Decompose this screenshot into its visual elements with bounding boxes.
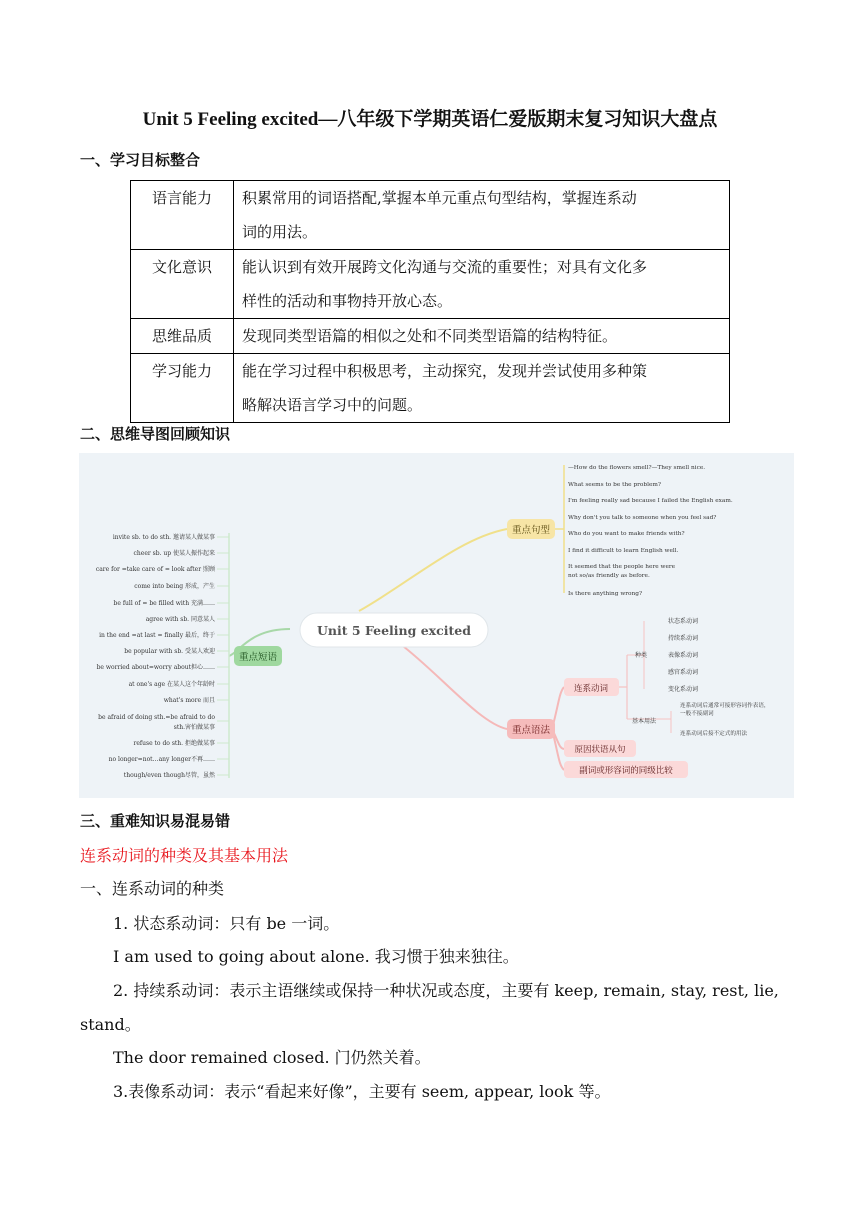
goal-text: 积累常用的词语搭配,掌握本单元重点句型结构，掌握连系动 词的用法。 — [234, 181, 730, 250]
phrase-item: care for =take care of = look after 照顾 — [95, 566, 215, 573]
sentences-node-label: 重点句型 — [511, 525, 551, 536]
usage-label: 基本用法 — [632, 718, 657, 725]
page-title: Unit 5 Feeling excited—八年级下学期英语仁爱版期末复习知识大盘点 — [142, 109, 718, 130]
paragraph: 3.表像系动词：表示“看起来好像”，主要有 seem, appear, look 等。 — [113, 1082, 611, 1101]
paragraph: I am used to going about alone. 我习惯于独来独往。 — [113, 947, 519, 966]
goal-key: 文化意识 — [131, 250, 234, 319]
phrase-item: refuse to do sth. 拒绝做某事 — [133, 740, 215, 747]
paragraph: The door remained closed. 门仍然关着。 — [113, 1048, 431, 1067]
table-row — [131, 181, 730, 250]
paragraph: 1. 状态系动词：只有 be 一词。 — [113, 914, 340, 933]
mind-map-graphic — [79, 453, 794, 798]
sentence-spine — [555, 465, 564, 593]
section-heading-goals: 一、学习目标整合 — [80, 151, 201, 169]
goal-key: 思维品质 — [131, 319, 234, 354]
kind-item: 变化系动词 — [668, 686, 699, 693]
comparison-label: 副词或形容词的同级比较 — [579, 766, 673, 776]
kind-item: 感官系动词 — [668, 669, 699, 676]
phrase-item: agree with sb. 同意某人 — [145, 616, 215, 623]
grammar-node-label: 重点语法 — [511, 725, 551, 736]
phrase-item: invite sb. to do sth. 邀请某人做某事 — [112, 534, 215, 541]
section-heading-difficulties: 三、重难知识易混易错 — [80, 812, 231, 830]
goal-text: 发现同类型语篇的相似之处和不同类型语篇的结构特征。 — [234, 319, 730, 354]
sentence-item: What seems to be the problem? — [568, 482, 662, 488]
sentence-item: I'm feeling really sad because I failed the English exam. — [568, 498, 733, 504]
sentence-item: Why don't you talk to someone when you feel sad? — [568, 515, 717, 521]
phrase-item: sth.害怕做某事 — [173, 724, 215, 731]
phrase-item: what's more 而且 — [163, 697, 215, 704]
sentence-item: I find it difficult to learn English well. — [568, 548, 679, 554]
center-node-label: Unit 5 Feeling excited — [317, 623, 471, 638]
phrase-item: no longer=not…any longer不再…… — [108, 756, 215, 763]
linking-spine — [619, 655, 627, 719]
goals-table — [130, 180, 730, 423]
section-heading-mindmap: 二、思维导图回顾知识 — [80, 425, 231, 443]
connector-center-sentences — [359, 529, 507, 611]
mind-map — [79, 453, 794, 798]
table-row — [131, 250, 730, 319]
linking-verbs-label: 连系动词 — [573, 684, 609, 694]
sentence-item: —How do the flowers smell?—They smell nice. — [568, 465, 706, 471]
usage-item: 连系动词后接不定式的用法 — [680, 731, 748, 737]
goal-key: 学习能力 — [131, 354, 234, 423]
topic-title: 连系动词的种类及其基本用法 — [80, 846, 289, 865]
phrase-item: be popular with sb. 受某人欢迎 — [124, 648, 215, 655]
sentence-item: Is there anything wrong? — [568, 591, 643, 597]
kind-item: 持续系动词 — [668, 635, 699, 642]
paragraph-continued: stand。 — [80, 1015, 141, 1034]
kind-item: 表像系动词 — [668, 652, 699, 659]
phrase-item: be worried about=worry about担心…… — [96, 664, 215, 671]
sentence-item: Who do you want to make friends with? — [568, 531, 685, 537]
reason-clause-label: 原因状语从句 — [574, 745, 626, 755]
usage-item: 连系动词后通常可接形容词作表语， — [680, 703, 770, 709]
phrase-item: at one's age 在某人这个年龄时 — [128, 681, 215, 688]
goal-text: 能在学习过程中积极思考，主动探究，发现并尝试使用多种策 略解决语言学习中的问题。 — [234, 354, 730, 423]
sentence-item: It seemed that the people here were — [568, 564, 676, 570]
phrase-item: be afraid of doing sth.=be afraid to do — [98, 714, 215, 721]
paragraph: 2. 持续系动词：表示主语继续或保持一种状况或态度，主要有 keep, remain, stay, rest, lie, — [113, 981, 779, 1000]
table-row — [131, 319, 730, 354]
sentence-item: not so/as friendly as before. — [568, 573, 650, 579]
phrase-item: be full of = be filled with 充满…… — [113, 600, 215, 607]
phrases-node-label: 重点短语 — [238, 652, 278, 663]
goal-text: 能认识到有效开展跨文化沟通与交流的重要性；对具有文化多 样性的活动和事物持开放心态。 — [234, 250, 730, 319]
phrase-item: though/even though尽管，虽然 — [123, 772, 215, 779]
subheading: 一、连系动词的种类 — [80, 879, 225, 898]
table-row — [131, 354, 730, 423]
kinds-label: 种类 — [635, 652, 648, 659]
usage-item: 一般不接副词 — [680, 711, 714, 717]
kind-item: 状态系动词 — [668, 618, 699, 625]
goal-key: 语言能力 — [131, 181, 234, 250]
phrase-item: come into being 形成，产生 — [134, 583, 215, 590]
connector-center-grammar — [399, 643, 507, 729]
phrase-item: in the end =at last = finally 最后，终于 — [99, 632, 215, 639]
phrase-item: cheer sb. up 使某人振作起来 — [133, 550, 215, 557]
